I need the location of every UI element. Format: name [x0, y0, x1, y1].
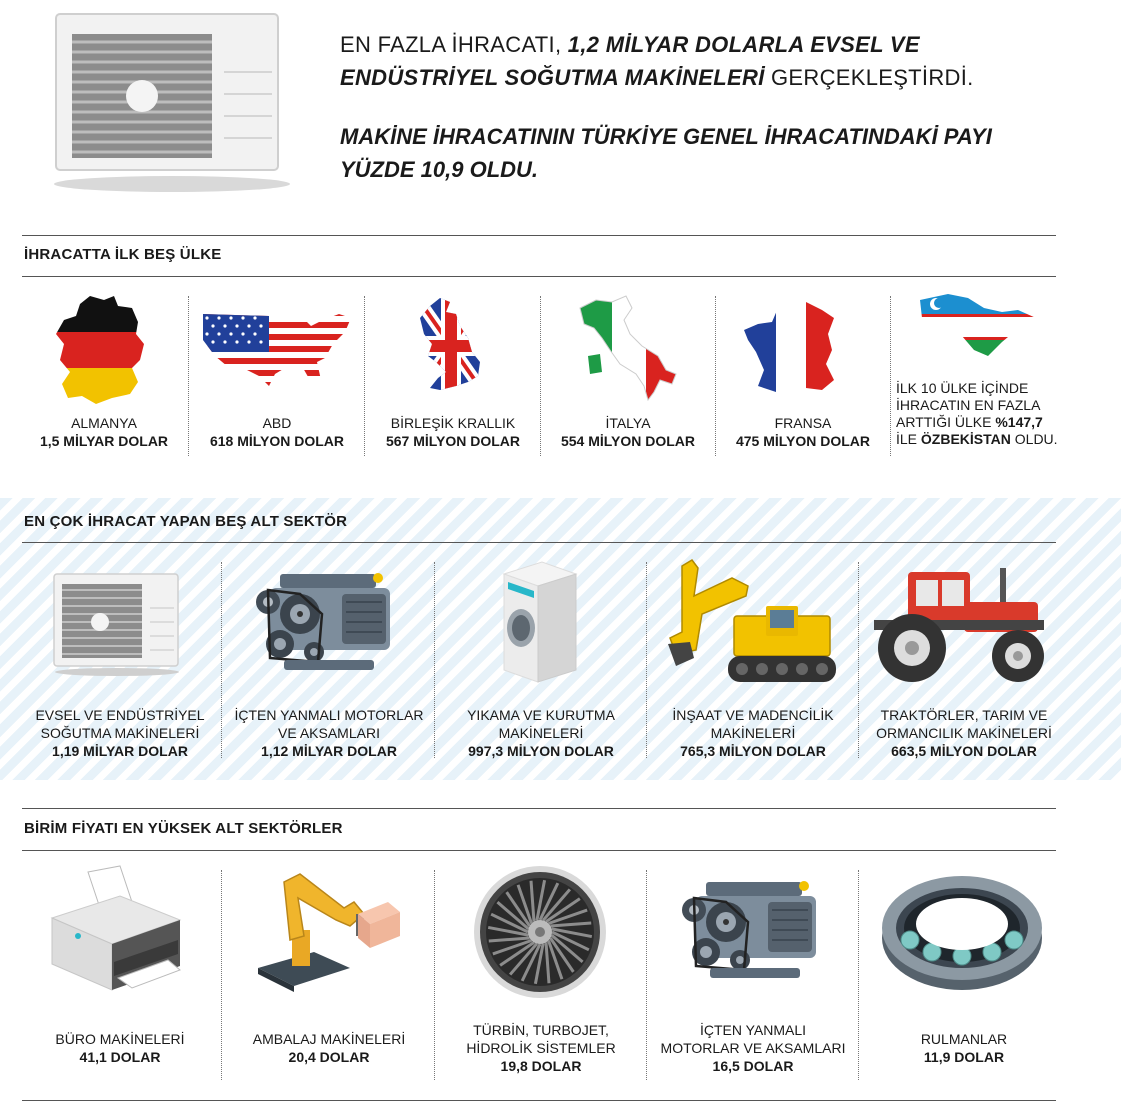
- column-separator: [646, 870, 647, 1080]
- section-divider: [22, 235, 1056, 236]
- note-line4: İLE: [896, 431, 921, 447]
- subsectors-section-title: EN ÇOK İHRACAT YAPAN BEŞ ALT SEKTÖR: [24, 513, 348, 530]
- country-value: 1,5 MİLYAR DOLAR: [39, 433, 169, 449]
- section-divider: [22, 808, 1056, 809]
- air-conditioner-icon: [52, 572, 182, 676]
- italy-map-icon: [576, 294, 680, 402]
- country-almanya: [22, 414, 186, 450]
- country-value: 567 MİLYON DOLAR: [385, 433, 521, 449]
- header-line1-emphasis: 1,2 MİLYAR DOLARLA EVSEL VE: [567, 32, 920, 57]
- unit-name-line1: İÇTEN YANMALI: [699, 1022, 807, 1038]
- column-separator: [188, 296, 189, 456]
- subsector-name-line1: TRAKTÖRLER, TARIM VE: [880, 707, 1048, 723]
- country-name: BİRLEŞİK KRALLIK: [390, 415, 516, 431]
- unit-price-item: [650, 1021, 856, 1075]
- section-divider: [22, 542, 1056, 543]
- unit-name-line2: BÜRO MAKİNELERİ: [55, 1031, 185, 1047]
- header-line1-text: EN FAZLA İHRACATI,: [340, 32, 568, 57]
- bearing-icon: [880, 872, 1044, 992]
- country-name: FRANSA: [774, 415, 832, 431]
- subsector-value: 997,3 MİLYON DOLAR: [468, 743, 614, 759]
- note-line1: İLK 10 ÜLKE İÇİNDE: [896, 380, 1029, 396]
- unit-value: 19,8 DOLAR: [500, 1058, 582, 1074]
- germany-map-icon: [52, 294, 152, 409]
- subsector-item: [438, 706, 644, 760]
- subsector-name-line2: MAKİNELERİ: [498, 725, 584, 741]
- subsector-item: [862, 706, 1066, 760]
- country-value: 475 MİLYON DOLAR: [735, 433, 871, 449]
- subsector-value: 1,12 MİLYAR DOLAR: [261, 743, 397, 759]
- unit-price-section-title: BİRİM FİYATI EN YÜKSEK ALT SEKTÖRLER: [24, 820, 343, 837]
- header-headline: [340, 28, 1060, 94]
- country-name: İTALYA: [605, 415, 651, 431]
- note-line3: ARTTIĞI ÜLKE: [896, 414, 996, 430]
- country-name: ABD: [262, 415, 292, 431]
- unit-price-item: [862, 1030, 1066, 1066]
- country-value: 618 MİLYON DOLAR: [209, 433, 345, 449]
- section-divider: [22, 276, 1056, 277]
- section-divider: [22, 850, 1056, 851]
- note-percent: %147,7: [995, 414, 1043, 430]
- country-name: ALMANYA: [71, 415, 137, 431]
- column-separator: [364, 296, 365, 456]
- unit-value: 11,9 DOLAR: [923, 1049, 1005, 1065]
- unit-value: 41,1 DOLAR: [79, 1049, 161, 1065]
- subsector-name-line2: VE AKSAMLARI: [278, 725, 380, 741]
- note-country: ÖZBEKİSTAN: [920, 431, 1011, 447]
- washing-machine-icon: [500, 560, 580, 684]
- uk-map-icon: [416, 296, 486, 396]
- column-separator: [434, 870, 435, 1080]
- column-separator: [858, 870, 859, 1080]
- tractor-icon: [868, 564, 1054, 684]
- country-fransa: [718, 414, 888, 450]
- turbine-icon: [472, 864, 608, 1000]
- unit-name-line2: HİDROLİK SİSTEMLER: [466, 1040, 616, 1056]
- subsector-value: 1,19 MİLYAR DOLAR: [52, 743, 188, 759]
- unit-name-line2: AMBALAJ MAKİNELERİ: [252, 1031, 406, 1047]
- column-separator: [434, 562, 435, 758]
- uzbekistan-note: [896, 380, 1064, 448]
- header-line4: YÜZDE 10,9 OLDU.: [340, 157, 539, 182]
- france-map-icon: [742, 294, 838, 400]
- subsector-name-line1: YIKAMA VE KURUTMA: [467, 707, 615, 723]
- subsector-name-line1: İNŞAAT VE MADENCİLİK: [672, 707, 834, 723]
- unit-name-line2: RULMANLAR: [920, 1031, 1008, 1047]
- column-separator: [221, 562, 222, 758]
- note-line2: İHRACATIN EN FAZLA: [896, 397, 1041, 413]
- subsector-name-line2: SOĞUTMA MAKİNELERİ: [40, 725, 200, 741]
- unit-name-line1: TÜRBİN, TURBOJET,: [473, 1022, 609, 1038]
- subsector-value: 663,5 MİLYON DOLAR: [891, 743, 1037, 759]
- header-line2-text: GERÇEKLEŞTİRDİ.: [764, 65, 974, 90]
- unit-value: 20,4 DOLAR: [288, 1049, 370, 1065]
- unit-price-item: [22, 1030, 218, 1066]
- printer-icon: [48, 866, 184, 998]
- uzbekistan-map-icon: [918, 292, 1040, 362]
- unit-price-item: [438, 1021, 644, 1075]
- column-separator: [221, 870, 222, 1080]
- column-separator: [890, 296, 891, 456]
- country-abd: [192, 414, 362, 450]
- note-line4-end: OLDU.: [1010, 431, 1058, 447]
- header-line3: MAKİNE İHRACATININ TÜRKİYE GENEL İHRACATINDAKİ PAYI: [340, 124, 992, 149]
- column-separator: [646, 562, 647, 758]
- air-conditioner-icon: [52, 12, 292, 192]
- country-value: 554 MİLYON DOLAR: [560, 433, 696, 449]
- subsector-name-line1: EVSEL VE ENDÜSTRİYEL: [35, 707, 205, 723]
- usa-map-icon: [199, 310, 355, 390]
- subsector-item: [650, 706, 856, 760]
- column-separator: [540, 296, 541, 456]
- unit-value: 16,5 DOLAR: [712, 1058, 794, 1074]
- robot-arm-icon: [254, 868, 404, 992]
- subsector-name-line1: İÇTEN YANMALI MOTORLAR: [234, 707, 424, 723]
- subsector-name-line2: ORMANCILIK MAKİNELERİ: [876, 725, 1052, 741]
- unit-name-line2: MOTORLAR VE AKSAMLARI: [660, 1040, 846, 1056]
- country-italya: [544, 414, 712, 450]
- column-separator: [715, 296, 716, 456]
- subsector-item: [22, 706, 218, 760]
- engine-icon: [250, 570, 400, 674]
- subsector-item: [226, 706, 432, 760]
- subsector-value: 765,3 MİLYON DOLAR: [680, 743, 826, 759]
- engine-icon: [676, 878, 826, 982]
- country-birlesik-krallik: [368, 414, 538, 450]
- section-divider: [22, 1100, 1056, 1101]
- countries-section-title: İHRACATTA İLK BEŞ ÜLKE: [24, 246, 222, 263]
- column-separator: [858, 562, 859, 758]
- header-line2-emphasis: ENDÜSTRİYEL SOĞUTMA MAKİNELERİ: [340, 65, 765, 90]
- header-subheadline: [340, 120, 1080, 186]
- excavator-icon: [662, 558, 842, 688]
- unit-price-item: [226, 1030, 432, 1066]
- subsector-name-line2: MAKİNELERİ: [710, 725, 796, 741]
